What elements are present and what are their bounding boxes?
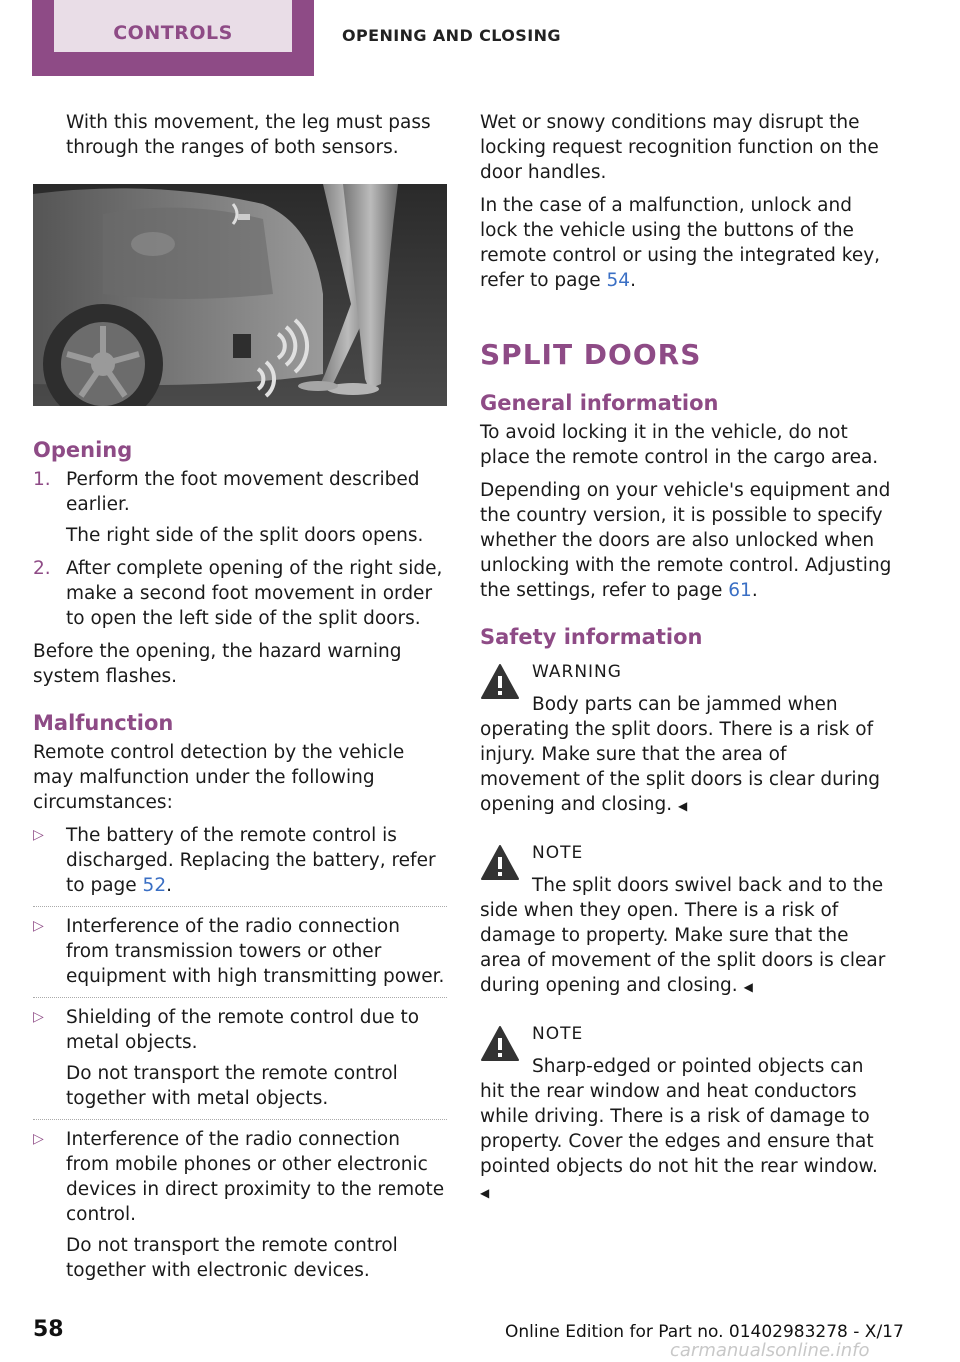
end-marker-icon: ◀: [678, 799, 688, 813]
step-follow-text: The right side of the split doors opens.: [66, 525, 424, 546]
chapter-tab-label: CONTROLS: [54, 0, 292, 52]
paragraph-text: In the case of a malfunction, unlock and lock the vehicle using the buttons of the remote control or using the integrated key, refer to page: [480, 195, 881, 291]
settings-paragraph: [480, 478, 892, 603]
car-rear-illustration: [33, 184, 447, 406]
notice-body: Body parts can be jammed when operating the split doors. There is a risk of injury. Make sure that the area of movement of the split doors is clear during opening and closing.: [480, 694, 881, 815]
item-follow-text: Do not transport the remote control together with electronic devices.: [66, 1235, 398, 1281]
right-column: [480, 110, 892, 1228]
malfunction-key-paragraph: [480, 193, 892, 293]
list-item: [33, 556, 447, 631]
opening-steps: [33, 467, 447, 631]
opening-after-text: Before the opening, the hazard warning system flashes.: [33, 641, 402, 687]
item-text: Shielding of the remote control due to metal objects.: [66, 1007, 420, 1053]
malfunction-list: [33, 823, 447, 1291]
wet-conditions-paragraph: Wet or snowy conditions may disrupt the locking request recognition function on the door handles.: [480, 112, 879, 183]
notice-heading: WARNING: [532, 662, 622, 682]
triangle-right-icon: ▷: [33, 827, 44, 843]
warning-notice: [480, 660, 892, 819]
item-text: Interference of the radio connection from transmission towers or other equipment with high transmitting power.: [66, 916, 445, 987]
opening-heading: Opening: [33, 438, 133, 462]
item-tail: .: [166, 875, 172, 896]
note-notice: [480, 1022, 892, 1206]
section-header-label: OPENING AND CLOSING: [342, 26, 561, 45]
triangle-right-icon: ▷: [33, 1131, 44, 1147]
step-text: After complete opening of the right side, make a second foot movement in order to open the left side of the split doors.: [66, 558, 443, 629]
notice-body: The split doors swivel back and to the side when they open. There is a risk of damage to property. Make sure that the area of movement of the split doors is clear during opening and closing.: [480, 875, 886, 996]
left-column: [33, 110, 447, 1299]
list-item: [33, 823, 447, 907]
foot-sensor-illustration: [33, 184, 447, 406]
list-item: [33, 1127, 447, 1291]
item-text: Interference of the radio connection from mobile phones or other electronic devices in direct proximity to the remote control.: [66, 1129, 445, 1225]
paragraph-text: Depending on your vehicle's equipment and the country version, it is possible to specify whether the doors are also unlocked when unlocking with the remote control. Adjusting the settings, refer to page: [480, 480, 892, 601]
page-link[interactable]: 52: [142, 875, 167, 896]
triangle-right-icon: ▷: [33, 1009, 44, 1025]
malfunction-intro: Remote control detection by the vehicle may malfunction under the following circumstances:: [33, 742, 405, 813]
note-notice: [480, 841, 892, 1000]
paragraph-tail: .: [630, 270, 636, 291]
end-marker-icon: ◀: [743, 980, 753, 994]
general-info-paragraph: To avoid locking it in the vehicle, do not place the remote control in the cargo area.: [480, 422, 879, 468]
edition-text: Online Edition for Part no. 01402983278 - X/17: [505, 1322, 904, 1342]
watermark: carmanualsonline.info: [670, 1340, 870, 1361]
general-info-heading: General information: [480, 391, 719, 415]
step-number: 2.: [33, 558, 51, 579]
header-tab: [32, 0, 314, 76]
safety-info-heading: Safety information: [480, 625, 703, 649]
end-marker-icon: ◀: [480, 1186, 490, 1200]
item-follow-text: Do not transport the remote control together with metal objects.: [66, 1063, 398, 1109]
list-item: [33, 1005, 447, 1120]
warning-triangle-icon: [480, 1024, 520, 1064]
step-text: Perform the foot movement described earlier.: [66, 469, 420, 515]
page-link[interactable]: 54: [606, 270, 631, 291]
step-number: 1.: [33, 469, 51, 490]
warning-triangle-icon: [480, 662, 520, 702]
item-text: The battery of the remote control is discharged. Replacing the battery, refer to page: [66, 825, 436, 896]
notice-body: Sharp-edged or pointed objects can hit the rear window and heat conductors while driving. There is a risk of damage to property. Cover the edges and ensure that pointed objects do not hit the rear window.: [480, 1056, 878, 1177]
triangle-right-icon: ▷: [33, 918, 44, 934]
notice-heading: NOTE: [532, 843, 584, 863]
section-title: SPLIT DOORS: [480, 338, 702, 371]
malfunction-heading: Malfunction: [33, 711, 174, 735]
intro-paragraph: With this movement, the leg must pass through the ranges of both sensors.: [66, 112, 431, 158]
warning-triangle-icon: [480, 843, 520, 883]
page-link[interactable]: 61: [728, 580, 752, 601]
paragraph-tail: .: [751, 580, 758, 601]
list-item: [33, 914, 447, 998]
page-number: 58: [33, 1317, 64, 1342]
notice-heading: NOTE: [532, 1024, 584, 1044]
list-item: [33, 467, 447, 548]
